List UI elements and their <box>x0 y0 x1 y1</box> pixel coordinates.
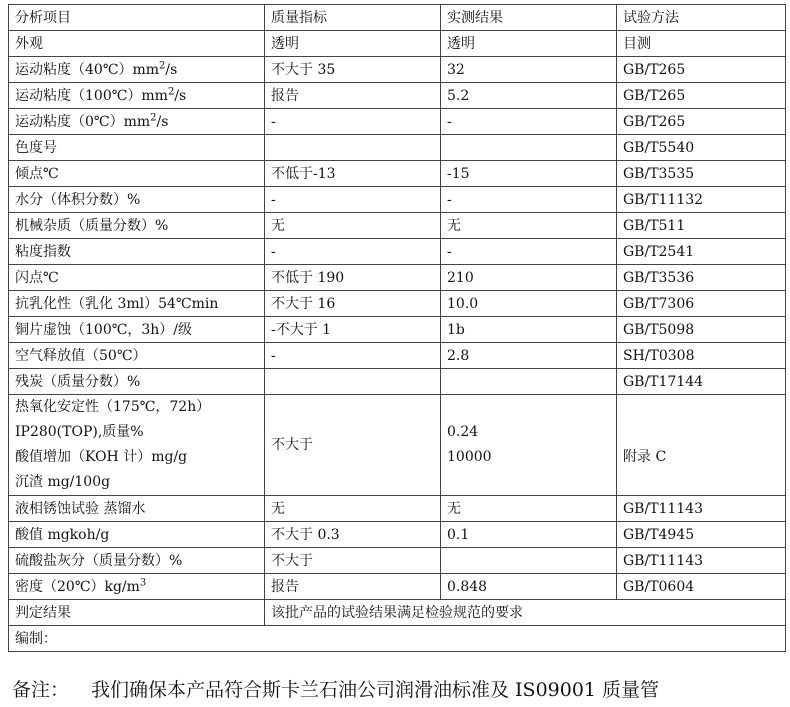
spec-cell <box>265 369 441 395</box>
item-label: 酸值 mgkoh/g <box>15 526 110 543</box>
editor-label: 编制： <box>9 626 786 652</box>
table-row <box>9 213 786 239</box>
item-cell <box>9 239 265 265</box>
item-cell <box>9 31 265 57</box>
table-body-secondary <box>9 496 786 600</box>
item-label: 闪点℃ <box>15 269 59 286</box>
oxidation-spec-cell: 不大于 <box>265 395 441 496</box>
unit-suffix: /s <box>165 61 178 78</box>
spec-cell: 报告 <box>265 574 441 600</box>
item-label: 运动粘度（100℃）mm <box>15 87 168 104</box>
item-label: 液相锈蚀试验 蒸馏水 <box>15 500 146 517</box>
oxidation-method: 附录 C <box>623 449 667 465</box>
spec-cell: -不大于 1 <box>265 317 441 343</box>
item-cell <box>9 291 265 317</box>
header-method: 试验方法 <box>617 5 786 31</box>
method-cell: GB/T11132 <box>617 187 786 213</box>
item-cell <box>9 548 265 574</box>
item-label: 空气释放值（50℃） <box>15 347 147 364</box>
table-row <box>9 317 786 343</box>
unit-superscript: 2 <box>150 111 157 123</box>
table-row-editor <box>9 626 786 652</box>
oxidation-result: 10000 <box>447 449 492 465</box>
result-cell: 10.0 <box>441 291 617 317</box>
result-cell: 无 <box>441 496 617 522</box>
spec-cell: 不大于 <box>265 548 441 574</box>
table-row <box>9 548 786 574</box>
result-cell: - <box>441 187 617 213</box>
method-cell: GB/T2541 <box>617 239 786 265</box>
table-header-row <box>9 5 786 31</box>
table-row <box>9 496 786 522</box>
item-cell <box>9 83 265 109</box>
method-cell: GB/T11143 <box>617 496 786 522</box>
spec-cell: 不低于-13 <box>265 161 441 187</box>
item-label: 倾点℃ <box>15 165 59 182</box>
item-label: 外观 <box>15 35 43 52</box>
item-cell <box>9 161 265 187</box>
result-cell: - <box>441 239 617 265</box>
result-cell <box>441 135 617 161</box>
result-cell: 0.1 <box>441 522 617 548</box>
oxidation-result: 0.24 <box>447 424 479 440</box>
method-cell: GB/T7306 <box>617 291 786 317</box>
method-cell: GB/T11143 <box>617 548 786 574</box>
oxidation-item: 酸值增加（KOH 计）mg/g <box>15 449 188 465</box>
oxidation-items-cell <box>9 395 265 496</box>
judgement-text: 该批产品的试验结果满足检验规范的要求 <box>265 600 786 626</box>
item-label: 运动粘度（40℃）mm <box>15 61 160 78</box>
table-row <box>9 291 786 317</box>
item-label: 水分（体积分数）% <box>15 191 141 208</box>
unit-suffix: /s <box>156 113 169 130</box>
header-item: 分析项目 <box>9 5 265 31</box>
table-row <box>9 343 786 369</box>
result-cell: -15 <box>441 161 617 187</box>
oxidation-results-cell <box>441 395 617 496</box>
table-row <box>9 265 786 291</box>
oxidation-item: IP280(TOP),质量% <box>15 424 144 440</box>
spec-cell: 不大于 35 <box>265 57 441 83</box>
method-cell: 目测 <box>617 31 786 57</box>
unit-superscript: 2 <box>167 85 175 97</box>
table-row <box>9 31 786 57</box>
item-cell <box>9 187 265 213</box>
item-cell <box>9 496 265 522</box>
item-cell <box>9 574 265 600</box>
oxidation-item: 沉渣 mg/100g <box>15 474 111 490</box>
table-row <box>9 239 786 265</box>
item-label: 粘度指数 <box>15 243 71 260</box>
method-cell: GB/T265 <box>617 109 786 135</box>
method-cell: GB/T3536 <box>617 265 786 291</box>
spec-cell: 无 <box>265 496 441 522</box>
item-label: 色度号 <box>15 139 57 156</box>
result-cell: - <box>441 109 617 135</box>
item-cell <box>9 522 265 548</box>
table-body-main <box>9 31 786 395</box>
spec-cell: - <box>265 109 441 135</box>
item-label: 铜片虚蚀（100℃，3h）/级 <box>15 321 193 338</box>
header-spec: 质量指标 <box>265 5 441 31</box>
judgement-label: 判定结果 <box>9 600 265 626</box>
table-row-judgement <box>9 600 786 626</box>
method-cell: SH/T0308 <box>617 343 786 369</box>
result-cell: 0.848 <box>441 574 617 600</box>
result-cell <box>441 369 617 395</box>
result-cell: 1b <box>441 317 617 343</box>
oxidation-item: 热氧化安定性（175℃，72h） <box>15 399 211 415</box>
result-cell: 2.8 <box>441 343 617 369</box>
item-cell <box>9 135 265 161</box>
result-cell: 透明 <box>441 31 617 57</box>
method-cell: GB/T5098 <box>617 317 786 343</box>
table-row-oxidation <box>9 395 786 496</box>
item-label: 残炭（质量分数）% <box>15 373 141 390</box>
item-cell <box>9 265 265 291</box>
remark-label: 备注： <box>12 679 70 701</box>
method-cell: GB/T3535 <box>617 161 786 187</box>
result-cell: 无 <box>441 213 617 239</box>
item-cell <box>9 317 265 343</box>
remark-line <box>12 675 659 702</box>
item-label: 密度（20℃）kg/m <box>15 578 140 595</box>
table-row <box>9 57 786 83</box>
unit-superscript: 2 <box>159 59 166 71</box>
spec-cell: 无 <box>265 213 441 239</box>
item-cell <box>9 369 265 395</box>
result-cell <box>441 548 617 574</box>
table-row <box>9 369 786 395</box>
table-row <box>9 161 786 187</box>
table-row <box>9 83 786 109</box>
item-label: 硫酸盐灰分（质量分数）% <box>15 552 183 569</box>
item-cell <box>9 213 265 239</box>
table-row <box>9 109 786 135</box>
method-cell: GB/T511 <box>617 213 786 239</box>
result-cell: 5.2 <box>441 83 617 109</box>
spec-cell: 透明 <box>265 31 441 57</box>
table-body-oxidation <box>9 395 786 496</box>
remark-text: 我们确保本产品符合斯卡兰石油公司润滑油标准及 IS09001 质量管 <box>91 679 660 701</box>
spec-cell: - <box>265 187 441 213</box>
unit-suffix: /s <box>174 87 187 104</box>
item-label: 运动粘度（0℃）mm <box>15 113 151 130</box>
table-row <box>9 522 786 548</box>
table-body-footer <box>9 600 786 652</box>
item-cell <box>9 343 265 369</box>
spec-cell: 不大于 0.3 <box>265 522 441 548</box>
item-label: 机械杂质（质量分数）% <box>15 217 169 234</box>
oxidation-method-cell <box>617 395 786 496</box>
result-cell: 32 <box>441 57 617 83</box>
table-row <box>9 187 786 213</box>
item-cell <box>9 109 265 135</box>
method-cell: GB/T0604 <box>617 574 786 600</box>
method-cell: GB/T17144 <box>617 369 786 395</box>
method-cell: GB/T5540 <box>617 135 786 161</box>
method-cell: GB/T265 <box>617 83 786 109</box>
header-result: 实测结果 <box>441 5 617 31</box>
result-cell: 210 <box>441 265 617 291</box>
item-label: 抗乳化性（乳化 3ml）54℃min <box>15 295 219 312</box>
table-row <box>9 574 786 600</box>
unit-superscript: 3 <box>139 576 147 588</box>
item-cell <box>9 57 265 83</box>
table-row <box>9 135 786 161</box>
spec-cell: 不低于 190 <box>265 265 441 291</box>
spec-cell: 不大于 16 <box>265 291 441 317</box>
spec-cell: - <box>265 239 441 265</box>
test-report-table <box>8 4 786 652</box>
spec-cell: 报告 <box>265 83 441 109</box>
spec-cell: - <box>265 343 441 369</box>
method-cell: GB/T4945 <box>617 522 786 548</box>
spec-cell <box>265 135 441 161</box>
method-cell: GB/T265 <box>617 57 786 83</box>
